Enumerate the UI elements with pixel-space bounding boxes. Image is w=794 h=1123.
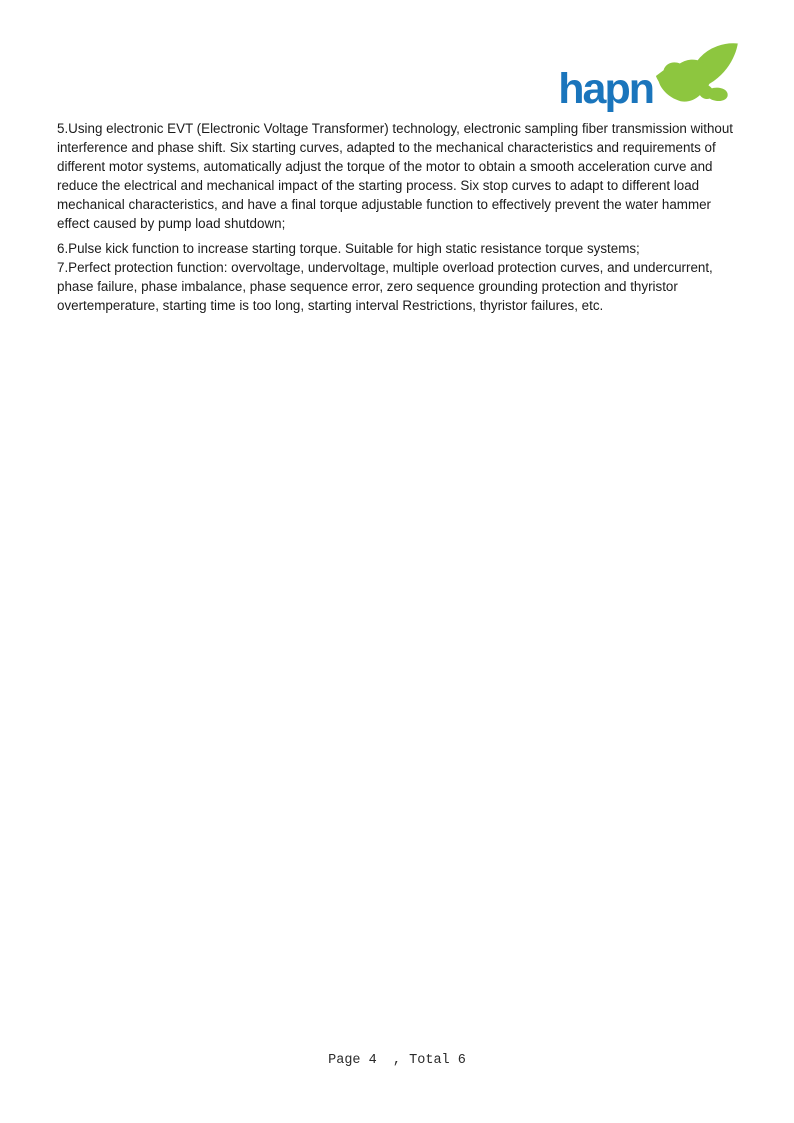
paragraph-feature-7: 7.Perfect protection function: overvoltage, undervoltage, multiple overload protection curves, and undercurrent, phase failure, phase imbalance, phase sequence error, zero sequence grounding protection and thyristor overtemperature, starting time is too long, starting interval Restrictions, thyristor failures, etc. <box>57 260 713 313</box>
page-footer: Page 4 , Total 6 <box>328 1053 466 1068</box>
paragraph-feature-6: 6.Pulse kick function to increase starting torque. Suitable for high static resistance torque systems; <box>57 241 640 256</box>
paragraph-feature-5: 5.Using electronic EVT (Electronic Voltage Transformer) technology, electronic sampling fiber transmission without interference and phase shift. Six starting curves, adapted to the mechanical characteristics and requirements of different motor systems, automatically adjust the torque of the motor to obtain a smooth acceleration curve and reduce the electrical and mechanical impact of the starting process. Six stop curves to adapt to different load mechanical characteristics, and have a final torque adjustable function to effectively prevent the water hammer effect caused by pump load shutdown; <box>57 121 734 231</box>
hapn-logo <box>558 40 742 113</box>
logo-wordmark: hapn <box>558 65 653 113</box>
dove-leaf-icon <box>653 40 742 113</box>
body-text <box>57 119 738 315</box>
